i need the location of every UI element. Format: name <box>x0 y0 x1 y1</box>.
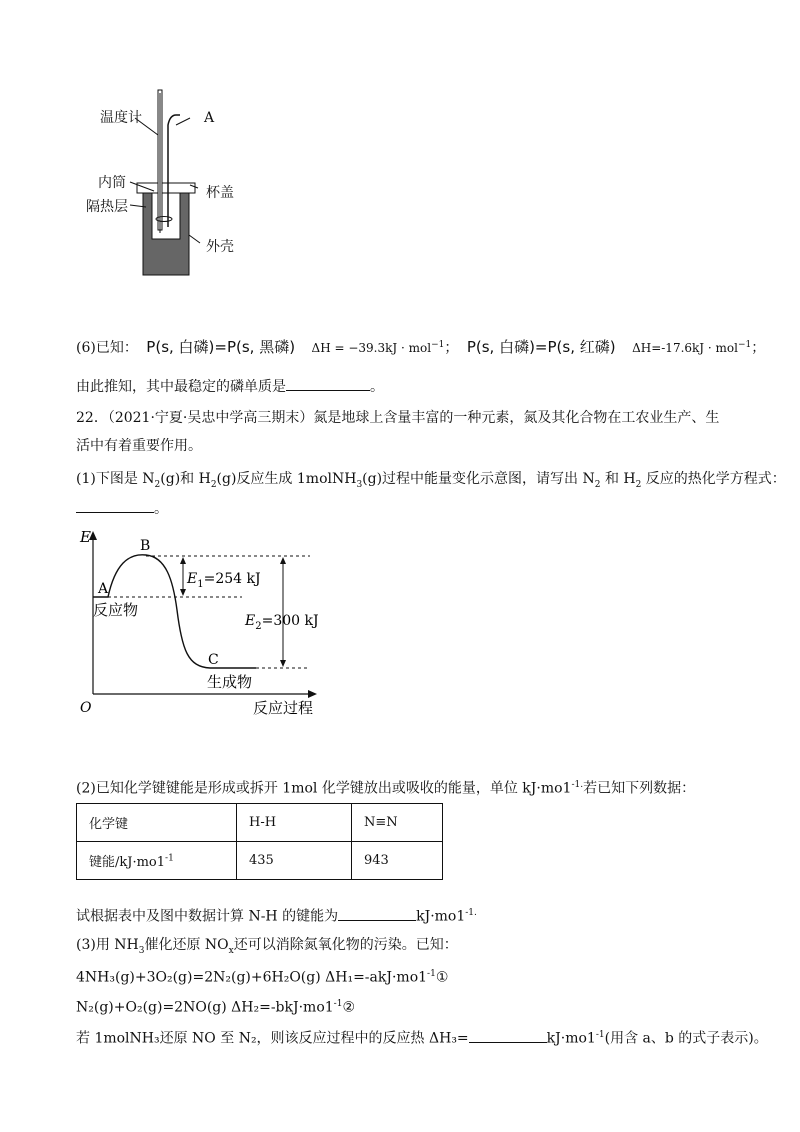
axis-x-label: 反应过程 <box>253 699 314 717</box>
point-b: B <box>140 538 151 554</box>
table-header: H-H <box>237 804 352 842</box>
reactants-label: 反应物 <box>93 601 139 619</box>
q6-eq2: P(s, 白磷)=P(s, 红磷) <box>466 338 616 356</box>
q2-ask: 试根据表中及图中数据计算 N-H 的键能为 $kJ\cdot mo1^{-1.}$ <box>76 908 477 925</box>
table-row <box>77 842 443 880</box>
q3-eq1: 4NH₃(g)+3O₂(g)=2N₂(g)+6H₂O(g) $\Delta H_1=-akJ\cdot mo1^{-1}①$ <box>76 969 449 986</box>
label-insulation: 隔热层 <box>86 199 128 215</box>
q22-intro-line1: 22．（2021·宁夏·吴忠中学高三期末）氮是地球上含量丰富的一种元素，氮及其化合物在工农业生产、生 <box>76 410 720 426</box>
point-c: C <box>208 652 219 668</box>
table-cell: 435 <box>237 842 352 880</box>
q6-line2: 由此推知，其中最稳定的磷单质是 。 <box>76 379 384 395</box>
table-header-row <box>77 804 443 842</box>
q22-intro-line2: 活中有着重要作用。 <box>76 438 202 454</box>
q3-eq2: N₂(g)+O₂(g)=2NO(g) $\Delta H_2=-bkJ\cdot mo1^{-1}②$ <box>76 999 356 1016</box>
label-lid: 杯盖 <box>206 185 234 201</box>
origin-label: O <box>80 700 92 716</box>
label-thermometer: 温度计 <box>100 110 142 126</box>
label-a: A <box>204 110 215 126</box>
q6-dh2: ΔH=-17.6kJ · mol$^{-1}$ <box>632 340 752 355</box>
products-label: 生成物 <box>207 673 253 691</box>
q6-dh1: ΔH = −39.3kJ · mol$^{-1}$ <box>311 340 445 355</box>
e2-label: $E_2=300$ kJ <box>245 613 319 632</box>
q22-part1-answer: 。 <box>76 499 168 519</box>
axis-y-label: E <box>80 528 91 546</box>
q6-line1: (6)已知： P(s, 白磷)=P(s, 黑磷) ΔH = −39.3kJ · mol$^{-1}$； P(s, 白磷)=P(s, 红磷) ΔH=-17.6kJ · mol$^{-1}$； <box>76 338 766 356</box>
answer-blank-2[interactable] <box>338 920 416 921</box>
answer-blank-6[interactable] <box>286 390 370 391</box>
table-header: N≡N <box>352 804 443 842</box>
q3-intro: (3)用 $NH_3$催化还原 $NO_x$还可以消除氮氧化物的污染。已知： <box>76 937 458 956</box>
bond-energy-table <box>76 803 443 880</box>
q2-text: (2)已知化学键键能是形成或拆开 1mol 化学键放出或吸收的能量，单位 $kJ\cdot mo1^{-1.}$若已知下列数据： <box>76 780 696 797</box>
energy-diagram <box>70 525 340 720</box>
answer-blank-3[interactable] <box>469 1042 547 1043</box>
label-shell: 外壳 <box>206 239 234 255</box>
point-a: A <box>98 581 109 597</box>
table-cell: 943 <box>352 842 443 880</box>
q6-eq1: P(s, 白磷)=P(s, 黑磷) <box>146 338 296 356</box>
answer-blank-1[interactable] <box>76 512 154 513</box>
e1-label: $E_1=254$ kJ <box>187 571 261 590</box>
q3-ask: 若 1molNH₃还原 NO 至 N₂，则该反应过程中的反应热 $\Delta H_3= kJ\cdot mo1^{-1}$(用含 a、b 的式子表示)。 <box>76 1030 768 1047</box>
label-inner: 内筒 <box>98 175 126 191</box>
table-header: 化学键 <box>77 804 237 842</box>
inner-can <box>152 193 180 239</box>
q22-part1: (1)下图是 $N_2(g)$和 $H_2(g)$反应生成 1molNH$_3$(g)过程中能量变化示意图，请写出 $N_2$ 和 $H_2$ 反应的热化学方程式： <box>76 471 786 490</box>
table-row-label: 键能$/kJ\cdot mo1^{-1}$ <box>77 842 237 880</box>
